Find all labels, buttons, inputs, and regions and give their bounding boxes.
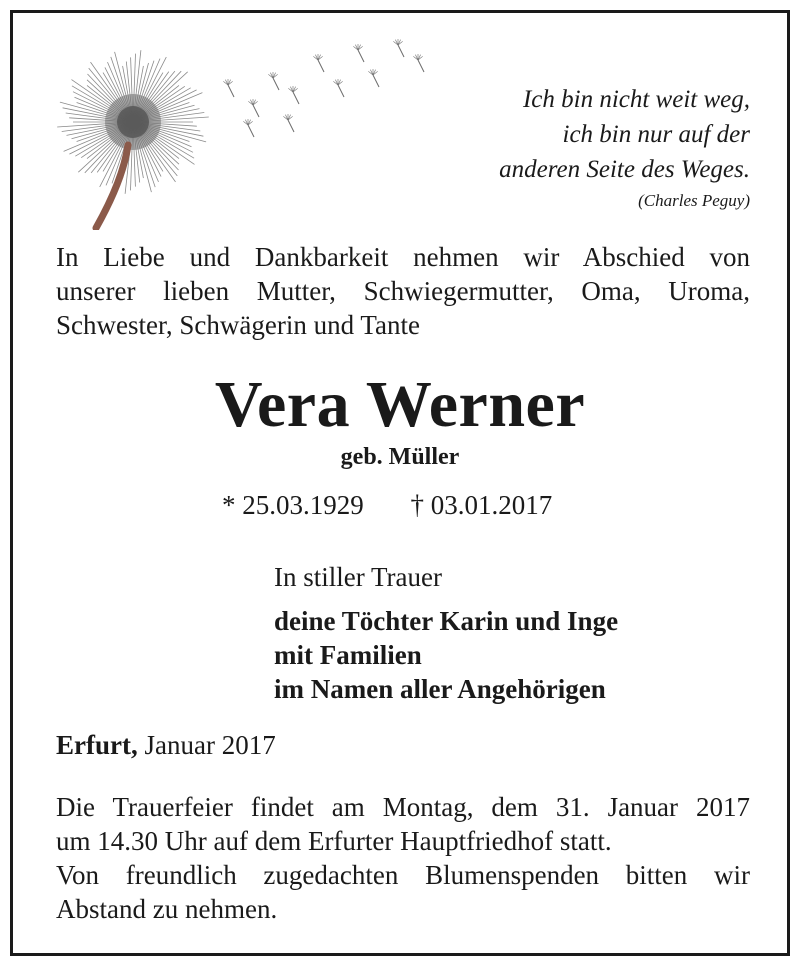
quote-block — [499, 82, 750, 215]
mourners-label: In stiller Trauer — [274, 562, 442, 592]
mourner-line: im Namen aller Angehörigen — [274, 674, 606, 704]
death-date: † 03.01.2017 — [410, 490, 553, 520]
dandelion-icon — [48, 30, 428, 230]
mourner-line: mit Familien — [274, 640, 422, 670]
birth-date: * 25.03.1929 — [222, 490, 364, 520]
intro-line: Schwester, Schwägerin und Tante — [56, 310, 420, 340]
service-line: Die Trauerfeier findet am Montag, dem 31. Januar 2017 — [56, 792, 750, 822]
deceased-name: Vera Werner — [214, 368, 586, 441]
quote-line: Ich bin nicht weit weg, — [522, 86, 750, 113]
quote-line: ich bin nur auf der — [562, 121, 750, 148]
intro-text — [56, 240, 750, 342]
quote-line: anderen Seite des Weges. — [499, 156, 750, 183]
mourner-line: deine Töchter Karin und Inge — [274, 606, 619, 636]
mourners-block — [274, 560, 618, 706]
service-line: Von freundlich zugedachten Blumenspenden bitten wir — [56, 860, 750, 890]
life-dates — [222, 490, 552, 521]
service-info — [56, 790, 750, 926]
quote-author: (Charles Peguy) — [638, 191, 750, 210]
intro-line: In Liebe und Dankbarkeit nehmen wir Abschied von — [56, 242, 750, 272]
place-month: Januar 2017 — [144, 730, 276, 760]
service-line: um 14.30 Uhr auf dem Erfurter Hauptfriedhof statt. — [56, 826, 612, 856]
intro-line: unserer lieben Mutter, Schwiegermutter, Oma, Uroma, — [56, 276, 750, 306]
place-date — [56, 730, 276, 761]
service-line: Abstand zu nehmen. — [56, 894, 278, 924]
place-city: Erfurt, — [56, 730, 138, 760]
birth-name: geb. Müller — [340, 444, 460, 470]
